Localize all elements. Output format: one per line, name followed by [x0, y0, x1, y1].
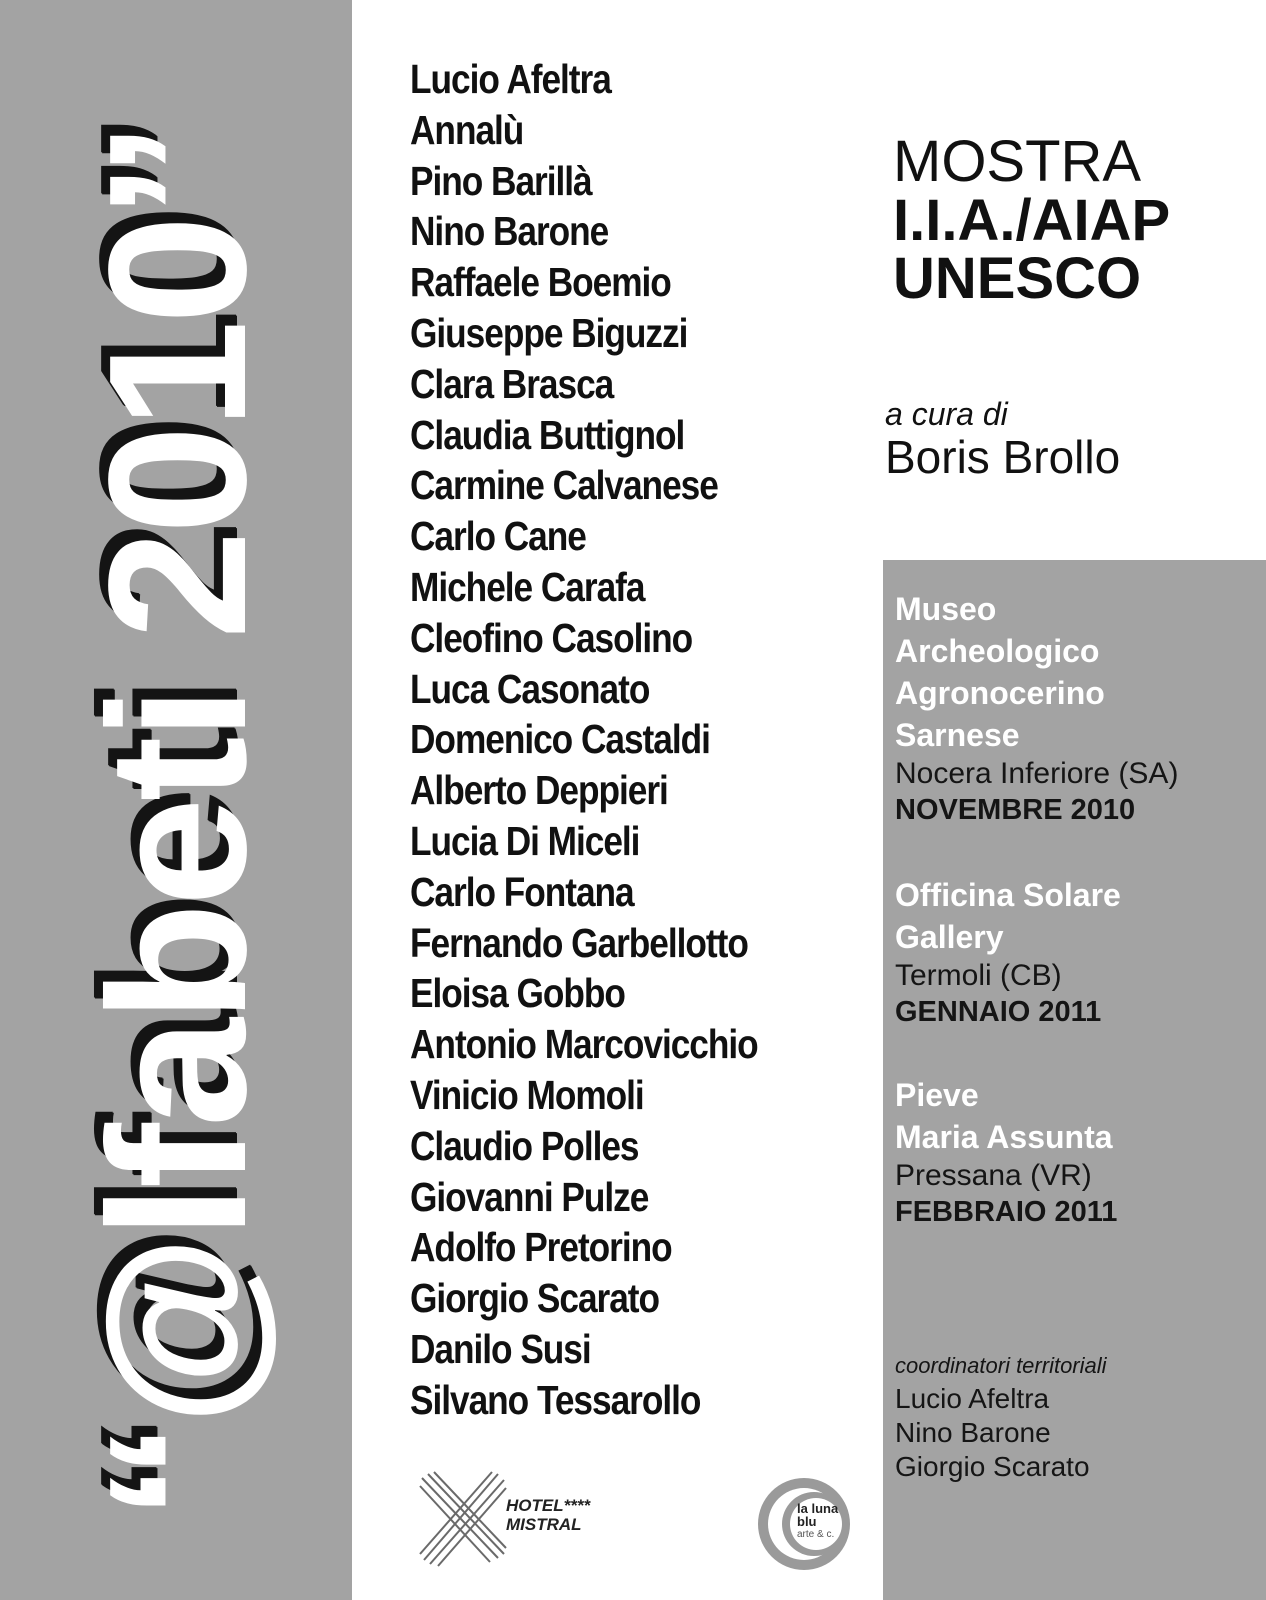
- venue-date: FEBBRAIO 2011: [895, 1196, 1118, 1228]
- coordinator-name: Giorgio Scarato: [895, 1451, 1090, 1482]
- artist-name: Carmine Calvanese: [410, 462, 718, 509]
- venue-name-line: Sarnese: [895, 717, 1020, 753]
- venue-place: Termoli (CB): [895, 959, 1062, 992]
- venue-name-line: Pieve: [895, 1077, 979, 1113]
- venue-name-line: Museo: [895, 591, 997, 627]
- venue-name-line: Gallery: [895, 919, 1004, 955]
- coordinator-name: Nino Barone: [895, 1417, 1051, 1448]
- artist-name: Luca Casonato: [410, 665, 650, 712]
- venue-1: [895, 588, 1178, 828]
- luna-blu-logo: [756, 1476, 852, 1572]
- poster-title: “@lfabeti 2010”: [68, 125, 287, 1520]
- artist-name: Clara Brasca: [410, 360, 614, 407]
- artist-name: Carlo Fontana: [410, 868, 634, 915]
- artist-name: Giovanni Pulze: [410, 1173, 649, 1220]
- venue-3: [895, 1074, 1117, 1230]
- venue-name-line: Officina Solare: [895, 877, 1121, 913]
- artist-name: Raffaele Boemio: [410, 259, 671, 306]
- luna-line: la luna: [797, 1501, 839, 1516]
- hotel-name: MISTRAL: [506, 1515, 582, 1534]
- venue-place: Nocera Inferiore (SA): [895, 757, 1179, 790]
- venue-name-line: Maria Assunta: [895, 1119, 1113, 1155]
- coordinator-name: Lucio Afeltra: [895, 1383, 1050, 1414]
- venues-panel: [883, 560, 1266, 1600]
- artist-name: Giuseppe Biguzzi: [410, 309, 688, 356]
- artist-name: Silvano Tessarollo: [410, 1376, 701, 1423]
- hotel-line: HOTEL****: [506, 1496, 591, 1515]
- hotel-mistral-logo: [418, 1468, 638, 1568]
- artist-name: Giorgio Scarato: [410, 1275, 660, 1322]
- artist-name: Claudia Buttignol: [410, 411, 685, 458]
- artist-name: Domenico Castaldi: [410, 716, 710, 763]
- title-band: [0, 0, 352, 1600]
- artist-name: Antonio Marcovicchio: [410, 1021, 758, 1068]
- artist-name: Claudio Polles: [410, 1122, 639, 1169]
- venue-name-line: Agronocerino: [895, 675, 1105, 711]
- coordinators-block: [895, 1350, 1107, 1484]
- artist-list: [410, 54, 814, 1426]
- luna-line: arte & c.: [797, 1529, 835, 1540]
- header-line-mostra: MOSTRA: [893, 129, 1142, 194]
- artist-name: Cleofino Casolino: [410, 614, 693, 661]
- curator-label: a cura di: [885, 396, 1008, 432]
- artist-name: Eloisa Gobbo: [410, 970, 625, 1017]
- venue-date: NOVEMBRE 2010: [895, 794, 1136, 826]
- header-line-unesco: UNESCO: [893, 246, 1142, 311]
- hotel-mistral-logo-icon: [418, 1468, 508, 1568]
- artist-name: Annalù: [410, 106, 524, 153]
- luna-line: blu: [797, 1514, 817, 1529]
- luna-blu-text: [797, 1502, 838, 1541]
- venue-date: GENNAIO 2011: [895, 996, 1102, 1028]
- artist-name: Adolfo Pretorino: [410, 1224, 672, 1271]
- venue-2: [895, 874, 1121, 1030]
- artist-name: Vinicio Momoli: [410, 1071, 644, 1118]
- artist-name: Danilo Susi: [410, 1325, 591, 1372]
- artist-name: Lucio Afeltra: [410, 56, 611, 102]
- header-line-aiap: I.I.A./AIAP: [893, 188, 1171, 253]
- artist-name: Nino Barone: [410, 208, 609, 255]
- artist-name: Michele Carafa: [410, 563, 645, 610]
- venue-name-line: Archeologico: [895, 633, 1100, 669]
- exhibition-header: [893, 129, 1171, 311]
- venue-place: Pressana (VR): [895, 1159, 1092, 1192]
- artist-name: Lucia Di Miceli: [410, 817, 640, 864]
- hotel-mistral-text: [506, 1496, 590, 1534]
- curator-name: Boris Brollo: [885, 431, 1121, 483]
- coordinators-title: coordinatori territoriali: [895, 1353, 1107, 1378]
- artist-name: Alberto Deppieri: [410, 767, 668, 814]
- artist-name: Carlo Cane: [410, 513, 586, 560]
- artist-name: Pino Barillà: [410, 157, 592, 204]
- artist-name: Fernando Garbellotto: [410, 919, 748, 966]
- curator-block: [885, 396, 1120, 482]
